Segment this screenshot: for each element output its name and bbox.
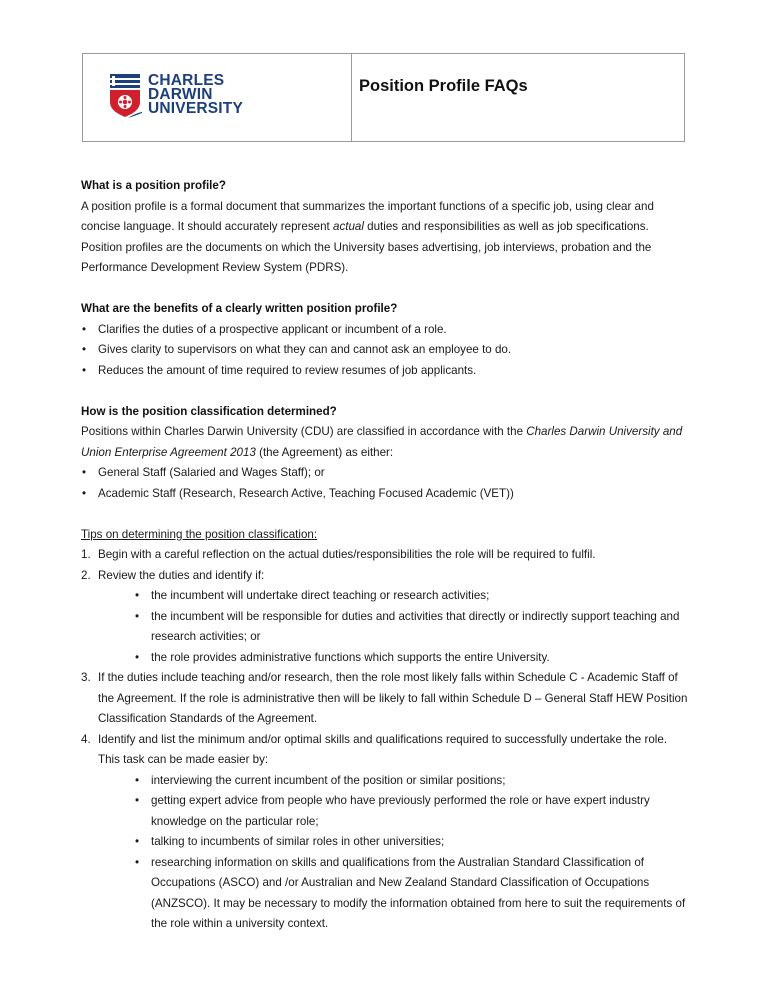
tips-steps — [81, 545, 691, 935]
step-item — [81, 668, 691, 730]
list-item: • General Staff (Salaried and Wages Staff); or — [81, 463, 691, 484]
step-number: 2. — [81, 568, 91, 582]
classification-list — [81, 463, 691, 504]
step-item — [81, 545, 691, 566]
sub-list-item: • researching information on skills and qualifications from the Australian Standard Classification of Occupations (ASCO) and /or Australian and New Zealand Standard Classification of Occupations (ANZSCO). It may be necessary to modify the information obtained from here to suit the requirements of the role within a university context. — [134, 853, 691, 935]
sub-list-item: • interviewing the current incumbent of the position or similar positions; — [134, 771, 691, 792]
logo-cell — [83, 54, 352, 141]
list-item: • Reduces the amount of time required to review resumes of job applicants. — [81, 361, 691, 382]
sub-list — [98, 586, 691, 668]
step-number: 4. — [81, 732, 91, 746]
what-is-paragraph — [81, 197, 691, 279]
emphasis-text: actual — [333, 220, 364, 233]
section-heading-what-is: What is a position profile? — [81, 179, 226, 192]
benefits-list — [81, 320, 691, 382]
classification-paragraph — [81, 422, 691, 463]
text-run: Positions within Charles Darwin University (CDU) are classified in accordance with the — [81, 425, 527, 438]
list-item: • Clarifies the duties of a prospective applicant or incumbent of a role. — [81, 320, 691, 341]
shield-icon — [108, 74, 142, 118]
sub-list-item: • the incumbent will be responsible for duties and activities that directly or indirectly support teaching and research activities; or — [134, 607, 691, 648]
step-text: Identify and list the minimum and/or optimal skills and qualifications required to successfully undertake the role. This task can be made easier by: — [98, 732, 668, 766]
tips-heading: Tips on determining the position classification: — [81, 527, 318, 541]
logo-line-2: DARWIN — [148, 86, 213, 103]
sub-list — [98, 771, 691, 935]
section-heading-benefits: What are the benefits of a clearly written position profile? — [81, 302, 398, 315]
list-item: • Gives clarity to supervisors on what they can and cannot ask an employee to do. — [81, 340, 691, 361]
step-number: 1. — [81, 548, 91, 561]
list-item: • Academic Staff (Research, Research Active, Teaching Focused Academic (VET)) — [81, 484, 691, 505]
text-run: (the Agreement) as either: — [255, 445, 394, 459]
logo-line-1: CHARLES — [148, 72, 225, 89]
text-run: duties and responsibilities as well as job specifications. Position profiles are the documents on which the University bases advertising, job interviews, probation and the Performance Development Review System (PDRS). — [81, 220, 652, 274]
emphasis-text: Charles Darwin University and Union Enterprise Agreement 2013 — [81, 425, 683, 459]
document-body — [81, 176, 691, 935]
document-header — [82, 53, 685, 142]
university-logo — [108, 74, 243, 118]
sub-list-item: • talking to incumbents of similar roles in other universities; — [134, 832, 691, 853]
section-heading-classification: How is the position classification determined? — [81, 404, 337, 418]
sub-list-item: • the role provides administrative functions which supports the entire University. — [134, 648, 691, 669]
sub-list-item: • getting expert advice from people who have previously performed the role or have expert industry knowledge on the particular role; — [134, 791, 691, 832]
step-text: If the duties include teaching and/or research, then the role most likely falls within Schedule C - Academic Staff of the Agreement. If the role is administrative then will be likely to fall within Schedule D – General Staff HEW Position Classification Standards of the Agreement. — [98, 671, 688, 725]
logo-wordmark — [148, 74, 243, 116]
step-item — [81, 566, 691, 669]
document-title: Position Profile FAQs — [359, 77, 528, 95]
step-text: Review the duties and identify if: — [98, 568, 265, 582]
step-text: Begin with a careful reflection on the actual duties/responsibilities the role will be required to fulfil. — [98, 548, 596, 561]
text-run: A position profile is a formal document that summarizes the important functions of a specific job, using clear and concise language. It should accurately represent — [81, 199, 654, 233]
step-item — [81, 730, 691, 935]
title-cell — [352, 54, 684, 141]
sub-list-item: • the incumbent will undertake direct teaching or research activities; — [134, 586, 691, 607]
step-number: 3. — [81, 671, 91, 684]
logo-line-3: UNIVERSITY — [148, 100, 244, 117]
